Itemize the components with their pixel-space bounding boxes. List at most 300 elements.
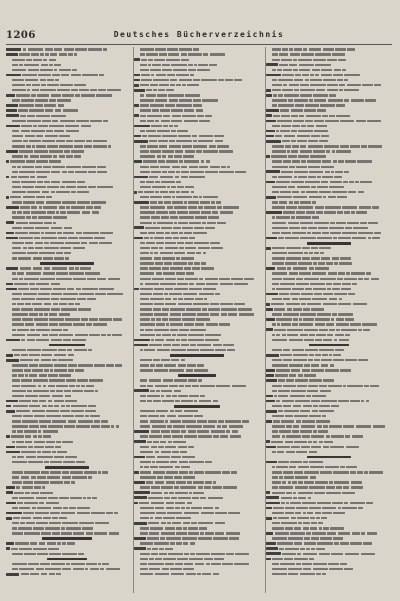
word-block (42, 120, 51, 122)
word-block (157, 94, 167, 96)
word-block (272, 425, 285, 427)
word-block (6, 435, 10, 438)
word-block (140, 53, 145, 55)
word-block (49, 553, 61, 555)
word-block (286, 379, 293, 381)
word-block (44, 461, 49, 463)
word-block (319, 410, 334, 412)
word-block (167, 425, 172, 427)
word-block (162, 135, 177, 137)
word-block (211, 247, 223, 249)
word-block (275, 532, 290, 534)
word-block (62, 415, 74, 417)
word-block (100, 232, 113, 234)
word-block (149, 344, 162, 346)
word-block (363, 329, 370, 331)
word-block (146, 242, 155, 244)
word-block (176, 542, 181, 544)
word-block (287, 329, 303, 331)
word-block (166, 481, 175, 483)
word-block (327, 288, 331, 290)
word-block (63, 507, 68, 509)
word-block (19, 150, 33, 152)
word-block (280, 130, 290, 132)
word-block (324, 441, 333, 443)
word-block (286, 247, 301, 249)
word-block (59, 69, 71, 71)
word-block (313, 94, 328, 96)
word-block (351, 211, 355, 213)
word-block (213, 435, 219, 437)
word-block (82, 74, 98, 76)
word-block (340, 542, 348, 544)
word-block (277, 446, 290, 448)
word-block (304, 471, 319, 473)
word-block (12, 155, 23, 157)
word-block (287, 267, 291, 269)
word-block (43, 166, 51, 168)
word-block (154, 237, 163, 239)
word-block (86, 323, 91, 325)
word-block (140, 267, 148, 269)
word-block (57, 99, 71, 101)
word-block (328, 385, 342, 387)
word-block (167, 206, 173, 208)
word-block (345, 359, 357, 361)
word-block (228, 313, 237, 315)
word-block (302, 74, 309, 76)
word-block (198, 247, 210, 249)
word-block (48, 425, 63, 427)
column-lines (134, 47, 260, 577)
word-block (266, 293, 278, 296)
word-block (291, 115, 298, 117)
word-block (54, 257, 64, 259)
word-block (293, 267, 308, 269)
word-block (39, 400, 47, 402)
word-block (20, 359, 33, 361)
word-block (351, 99, 364, 101)
word-block (150, 196, 161, 198)
word-block (184, 267, 191, 269)
word-block (35, 247, 43, 249)
word-block (189, 558, 203, 560)
word-block (323, 303, 337, 305)
word-block (205, 278, 218, 280)
word-block (82, 288, 98, 290)
word-block (335, 171, 342, 173)
word-block (304, 364, 310, 366)
word-block (134, 140, 148, 143)
word-block (173, 262, 186, 264)
word-block (179, 329, 189, 331)
word-block (83, 232, 99, 234)
word-block (78, 364, 93, 366)
word-block (64, 390, 70, 392)
word-block (6, 512, 22, 515)
word-block (171, 349, 185, 351)
word-block (35, 242, 44, 244)
word-block (142, 135, 147, 137)
word-block (235, 553, 249, 555)
word-block (197, 364, 204, 366)
word-block (285, 262, 298, 264)
word-block (266, 400, 275, 403)
word-block (308, 140, 317, 142)
word-block (307, 160, 321, 162)
word-block (32, 89, 40, 91)
word-block (266, 502, 280, 505)
word-block (140, 166, 149, 168)
word-block (108, 278, 121, 280)
word-block (182, 313, 196, 315)
word-block (69, 272, 84, 274)
word-block (322, 354, 327, 356)
word-block (309, 354, 314, 356)
word-block (278, 94, 283, 96)
word-block (71, 405, 87, 407)
word-block (81, 125, 91, 127)
word-block (178, 303, 193, 305)
word-block (68, 420, 77, 422)
word-block (33, 435, 37, 437)
word-block (159, 548, 164, 550)
word-block (356, 425, 372, 427)
word-block (66, 186, 76, 188)
word-block (165, 232, 170, 234)
word-block (52, 420, 66, 422)
word-block (342, 206, 358, 208)
word-block (368, 237, 371, 239)
word-block (165, 563, 173, 565)
word-block (165, 298, 172, 300)
word-block (38, 430, 41, 432)
word-block (34, 237, 40, 239)
word-block (42, 349, 57, 351)
word-block (362, 323, 377, 325)
word-block (310, 84, 326, 86)
word-block (183, 527, 187, 529)
word-block (6, 160, 9, 163)
word-block (272, 206, 285, 208)
word-block (331, 318, 334, 320)
word-block (285, 441, 293, 443)
word-block (54, 405, 60, 407)
word-block (175, 410, 182, 412)
word-block (146, 456, 155, 458)
word-block (297, 385, 307, 387)
word-block (282, 48, 288, 50)
text-line (6, 572, 128, 577)
word-block (147, 400, 152, 402)
word-block (266, 63, 278, 66)
word-block (36, 171, 50, 173)
word-block (39, 252, 55, 254)
word-block (289, 166, 295, 168)
word-block (54, 400, 65, 402)
word-block (309, 486, 325, 488)
word-block (279, 548, 284, 550)
word-block (310, 283, 324, 285)
word-block (182, 115, 196, 117)
word-block (64, 150, 70, 152)
word-block (29, 109, 44, 111)
word-block (309, 507, 321, 509)
word-block (368, 222, 378, 224)
word-block (272, 573, 287, 575)
word-block (45, 53, 49, 55)
word-block (291, 517, 297, 519)
word-block (283, 359, 292, 361)
word-block (156, 410, 168, 412)
word-block (155, 99, 168, 101)
word-block (45, 135, 59, 137)
word-block (82, 166, 96, 168)
word-block (59, 135, 70, 137)
word-block (279, 53, 289, 55)
word-block (222, 471, 230, 473)
word-block (25, 492, 30, 494)
word-block (318, 262, 325, 264)
word-block (39, 395, 50, 397)
word-block (67, 288, 75, 290)
word-block (271, 441, 283, 443)
word-block (21, 385, 36, 387)
word-block (321, 135, 329, 137)
word-block (164, 262, 172, 264)
word-block (6, 517, 12, 520)
word-block (140, 272, 154, 274)
word-block (314, 359, 320, 361)
word-block (330, 222, 335, 224)
word-block (51, 227, 63, 229)
word-block (153, 79, 169, 81)
word-block (347, 222, 359, 224)
word-block (163, 517, 175, 519)
word-block (286, 303, 300, 305)
word-block (314, 252, 318, 254)
word-block (36, 135, 44, 137)
word-block (62, 542, 66, 544)
word-block (300, 430, 312, 432)
word-block (293, 354, 308, 356)
word-block (16, 410, 30, 412)
word-block (94, 237, 105, 239)
word-block (196, 150, 202, 152)
word-block (12, 425, 28, 427)
word-block (95, 522, 109, 524)
word-block (148, 135, 161, 137)
word-block (193, 196, 198, 198)
word-block (272, 288, 275, 290)
word-block (145, 329, 153, 331)
word-block (177, 186, 184, 188)
word-block (134, 104, 139, 107)
word-block (328, 99, 343, 101)
word-block (285, 548, 298, 550)
word-block (12, 395, 24, 397)
word-block (317, 176, 321, 178)
word-block (63, 339, 71, 341)
word-block (52, 74, 60, 76)
column-lines (266, 47, 392, 577)
word-block (160, 166, 170, 168)
word-block (336, 150, 351, 152)
word-block (301, 446, 311, 448)
word-block (63, 293, 78, 295)
word-block (345, 553, 360, 555)
word-block (17, 166, 21, 168)
word-block (311, 186, 316, 188)
word-block (323, 527, 328, 529)
word-block (86, 140, 92, 142)
word-block (12, 334, 25, 336)
word-block (17, 430, 23, 432)
heading-text-block (42, 537, 93, 540)
word-block (304, 329, 318, 331)
word-block (189, 395, 199, 397)
word-block (56, 252, 62, 254)
word-block (322, 507, 336, 509)
word-block (374, 232, 381, 234)
word-block (321, 257, 330, 259)
word-block (350, 400, 359, 402)
word-block (275, 374, 287, 376)
word-block (28, 461, 43, 463)
word-block (77, 379, 88, 381)
word-block (94, 206, 100, 208)
word-block (175, 466, 180, 468)
word-block (154, 257, 161, 259)
word-block (316, 334, 326, 336)
word-block (42, 334, 48, 336)
word-block (172, 115, 181, 117)
word-block (283, 69, 291, 71)
word-block (30, 155, 40, 157)
word-block (179, 461, 188, 463)
word-block (316, 89, 326, 91)
word-block (64, 252, 71, 254)
word-block (140, 318, 150, 320)
word-block (162, 150, 174, 152)
word-block (345, 334, 350, 336)
word-block (345, 435, 350, 437)
word-block (289, 466, 296, 468)
word-block (357, 160, 372, 162)
word-block (58, 104, 64, 106)
word-block (12, 364, 28, 366)
word-block (65, 456, 77, 458)
word-block (140, 298, 149, 300)
word-block (17, 329, 29, 331)
word-block (12, 507, 18, 509)
word-block (37, 181, 43, 183)
word-block (355, 181, 359, 183)
word-block (329, 115, 335, 117)
word-block (337, 196, 347, 198)
word-block (26, 145, 31, 147)
word-block (106, 512, 113, 514)
word-block (205, 471, 221, 473)
word-block (172, 334, 176, 336)
word-block (12, 527, 17, 529)
word-block (361, 400, 365, 402)
word-block (26, 456, 36, 458)
word-block (298, 206, 314, 208)
word-block (140, 329, 144, 331)
word-block (203, 507, 213, 509)
word-block (134, 135, 141, 138)
word-block (297, 553, 301, 555)
word-block (183, 522, 190, 524)
word-block (303, 318, 314, 320)
word-block (59, 334, 73, 336)
word-block (215, 522, 226, 524)
word-block (324, 145, 339, 147)
word-block (221, 313, 227, 315)
word-block (164, 476, 173, 478)
word-block (317, 186, 327, 188)
word-block (163, 125, 168, 127)
word-block (332, 191, 347, 193)
word-block (187, 84, 199, 86)
word-block (311, 308, 324, 310)
word-block (190, 171, 204, 173)
word-block (303, 512, 306, 514)
word-block (272, 160, 282, 162)
word-block (54, 48, 63, 50)
word-block (272, 415, 284, 417)
word-block (100, 568, 104, 570)
word-block (213, 400, 218, 402)
word-block (211, 201, 215, 203)
word-block (347, 48, 355, 50)
word-block (12, 216, 25, 218)
word-block (300, 334, 309, 336)
word-block (219, 171, 234, 173)
word-block (291, 140, 296, 142)
word-block (141, 79, 152, 81)
word-block (231, 471, 237, 473)
word-block (27, 191, 40, 193)
word-block (158, 446, 164, 448)
word-block (296, 563, 301, 565)
word-block (179, 216, 194, 218)
word-block (364, 278, 369, 280)
word-block (198, 522, 213, 524)
word-block (216, 385, 231, 387)
word-block (45, 232, 56, 234)
word-block (319, 247, 330, 249)
word-block (77, 512, 90, 514)
word-block (313, 262, 316, 264)
word-block (14, 283, 28, 285)
word-block (155, 573, 170, 575)
word-block (34, 441, 45, 443)
word-block (202, 573, 211, 575)
word-block (21, 451, 36, 453)
word-block (12, 379, 20, 381)
word-block (114, 512, 118, 514)
word-block (200, 497, 206, 499)
word-block (296, 507, 308, 509)
word-block (173, 227, 182, 229)
word-block (87, 298, 96, 300)
word-block (215, 507, 219, 509)
word-block (266, 247, 271, 250)
word-block (186, 369, 193, 371)
word-block (334, 339, 338, 341)
